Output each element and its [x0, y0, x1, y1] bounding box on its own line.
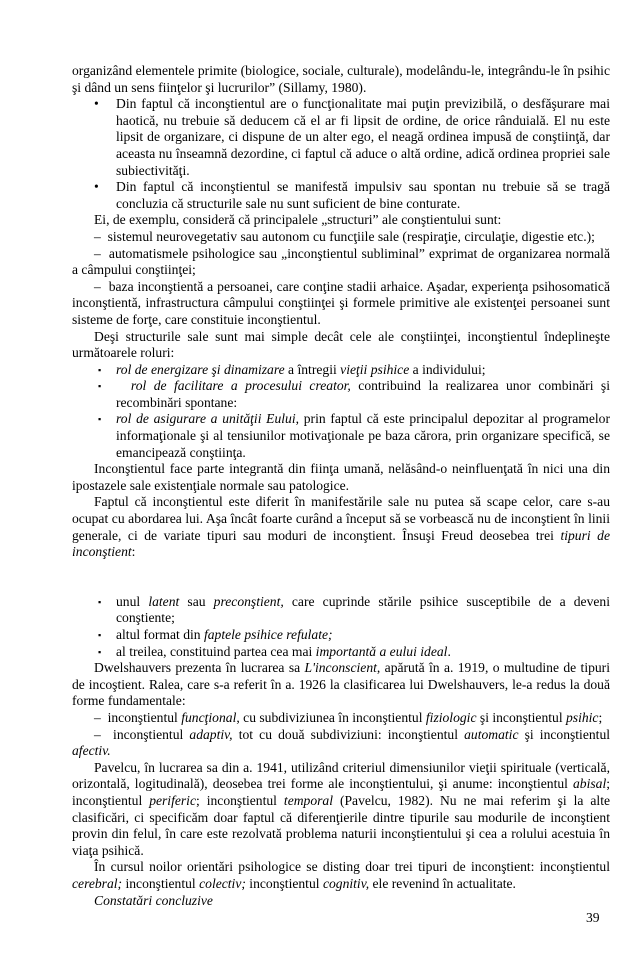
- spacer: [72, 561, 610, 594]
- text-span: Dwelshauvers prezenta în lucrarea sa: [94, 660, 305, 676]
- emphasis: adaptiv,: [189, 726, 233, 742]
- dash-item: [72, 229, 610, 246]
- text-span: tot cu două subdiviziuni: inconştientul: [232, 726, 465, 742]
- text-span: ; inconştientul: [72, 776, 610, 808]
- square-bullet-icon: ▪: [98, 596, 102, 607]
- text-span: inconştientul: [122, 875, 200, 891]
- square-bullet-icon: ▪: [98, 630, 102, 640]
- paragraph-freud: [72, 494, 610, 560]
- paragraph-integral: Inconştientul face parte integrantă din fiinţa umană, nelăsând-o neinfluenţată în nici una din ipostazele sale existenţiale normale sau patologice.: [72, 461, 610, 493]
- bullet-icon: •: [94, 96, 99, 112]
- emphasis: importantă a eului ideal: [315, 643, 448, 659]
- list-item: [72, 378, 610, 411]
- text-span: a individului;: [409, 361, 486, 377]
- paragraph-new-orientations: [72, 859, 610, 892]
- list-item-text: Din faptul că inconştientul are o funcţionalitate mai puţin previzibilă, o desfăşurare mai haotică, nu trebuie să deducem că el ar fi lipsit de ordine, de orice rânduială. El nu este lipsit de organizare, ci dispune de un alter ego, el neagă ordinea impusă de conştiinţă, dar aceasta nu înseamnă dezordine, ci faptul că aduce o altă ordine, adică ordinea propriei sale subiectivităţi.: [116, 96, 610, 178]
- text-span: inconştientul: [113, 726, 190, 742]
- list-item-text: Din faptul că inconştientul se manifestă impulsiv sau spontan nu trebuie să se tragă concluzia că structurile sale nu sunt suficient de bine conturate.: [116, 179, 610, 211]
- text-span: ; inconştientul: [196, 792, 284, 808]
- list-item: [72, 627, 610, 644]
- emphasis: psihic: [566, 709, 599, 725]
- roles-list: [72, 362, 610, 462]
- text-span: :: [131, 544, 136, 560]
- text-span: sau: [179, 593, 214, 609]
- emphasis: cerebral;: [72, 875, 123, 891]
- dash-item-text: baza inconştientă a persoanei, care conţine stadii arhaice. Aşadar, experienţa psihosomatică inconştientă, infrastructura câmpului conştiinţei şi formele primitive ale existenţei persoanei sunt sisteme de forţe, care constituie inconştientul.: [72, 278, 610, 327]
- page-body: [72, 63, 610, 909]
- text-span: ele revenind în actualitate.: [369, 875, 516, 891]
- bullet-icon: •: [94, 179, 99, 195]
- text-span: .: [447, 643, 451, 659]
- paragraph-roles: Deşi structurile sale sunt mai simple decât cele ale conştiinţei, inconştientul îndeplineşte următoarele roluri:: [72, 328, 610, 361]
- freud-types-list: [72, 594, 610, 660]
- dash-icon: –: [94, 245, 101, 261]
- role-title: rol de facilitare a procesului creator,: [130, 378, 351, 394]
- heading-text: Constatări concluzive: [94, 892, 213, 908]
- list-item: [72, 411, 610, 461]
- emphasis: cognitiv,: [322, 875, 370, 891]
- paragraph-dwelshauvers: [72, 660, 610, 710]
- emphasis: temporal: [283, 792, 334, 808]
- emphasis: funcţional: [181, 709, 237, 725]
- emphasis: preconştient,: [213, 593, 284, 609]
- list-item: [72, 179, 610, 212]
- emphasis: faptele psihice refulate;: [203, 627, 333, 642]
- dash-item-text: automatismele psihologice sau „inconştientul subliminal” exprimat de organizarea normală a câmpului conştiinţei;: [72, 245, 610, 278]
- book-title: L'inconscient: [304, 660, 377, 676]
- text-span: (Pavelcu, 1982). Nu ne mai referim şi la alte clasificări, ci specificăm doar faptul că diferenţierile dintre tipurile sau modurile de inconştient provin din felul, în care este rezolvată problema naturii inconştientului şi cea a rolului acestuia în viaţa psihică.: [72, 792, 610, 858]
- list-item: [72, 96, 610, 179]
- text-span: şi inconştientul: [518, 726, 611, 742]
- dash-item-text: sistemul neurovegetativ sau autonom cu funcţiile sale (respiraţie, circulaţie, digestie etc.);: [107, 228, 595, 244]
- dash-icon: –: [94, 278, 101, 294]
- dash-item: [72, 279, 610, 329]
- text-span: al treilea, constituind partea cea mai: [116, 643, 316, 659]
- text-span: Faptul că inconştientul este diferit în manifestările sale nu putea să scape celor, care s-au ocupat cu abordarea lui. Aşa încât foarte curând a început să se vorbească nu de inconştient în linii generale, ci de variate tipuri sau moduri de inconştient. Însuşi Freud deosebea trei: [72, 494, 610, 543]
- dash-item: [72, 710, 610, 727]
- role-title: rol de energizare şi dinamizare: [116, 361, 285, 377]
- dash-icon: –: [94, 228, 101, 244]
- section-heading: [72, 893, 610, 910]
- bullet-list-order: [72, 96, 610, 212]
- emphasis: colectiv;: [199, 875, 246, 891]
- emphasis: latent: [148, 593, 180, 609]
- emphasis: periferic: [149, 792, 196, 808]
- square-bullet-icon: ▪: [98, 646, 102, 657]
- text-span: În cursul noilor orientări psihologice se disting doar trei tipuri de inconştient: inconştientul: [94, 859, 610, 875]
- text-span: Pavelcu, în lucrarea sa din a. 1941, utilizând criteriul dimensiunilor vieţii spirituale (verticală, orizontală, logitudinală), deosebea trei forme ale inconştientului, şi anume: inconştientul: [72, 759, 610, 792]
- emphasis: vieţii psihice: [340, 361, 410, 377]
- page-number: 39: [586, 910, 600, 925]
- square-bullet-icon: ▪: [98, 414, 102, 425]
- text-span: altul format din: [116, 627, 204, 642]
- emphasis: abisal: [572, 776, 607, 792]
- emphasis: tipuri de inconştient: [72, 527, 610, 560]
- text-span: , apărută în a. 1919, o multudine de tipuri de incoştient. Ralea, care s-a referit în a. 1926 la clasificarea lui Dwelshauvers, le-a redus la două forme fundamentale:: [72, 660, 610, 709]
- text-span: a întregii: [284, 361, 341, 377]
- text-span: contribuind la realizarea unor combinări şi recombinări spontane:: [116, 378, 610, 410]
- text-span: care cuprinde stările psihice susceptibile de a deveni conştiente;: [116, 593, 610, 626]
- paragraph-pavelcu: [72, 760, 610, 860]
- emphasis: fiziologic: [425, 709, 477, 725]
- text-span: unul: [116, 593, 149, 609]
- list-item: [72, 594, 610, 627]
- text-span: , cu subdiviziunea în inconştientul: [236, 709, 426, 725]
- emphasis: afectiv.: [72, 743, 111, 759]
- dash-icon: –: [94, 726, 101, 742]
- paragraph-intro: organizând elementele primite (biologice, sociale, culturale), modelându-le, integrându-le în psihic şi dând un sens fiinţelor şi lucrurilor” (Sillamy, 1980).: [72, 63, 610, 95]
- text-span: inconştientul: [107, 709, 182, 725]
- list-item: [72, 644, 610, 661]
- dash-item: [72, 246, 610, 279]
- emphasis: automatic: [464, 726, 519, 742]
- dash-item: [72, 727, 610, 760]
- text-span: , prin faptul că este principalul depozitar al programelor informaţionale şi al tensiunilor motivaţionale pe baza cărora, prin organizare specifică, se emancipează conştiinţa.: [116, 411, 610, 460]
- text-span: inconştientul: [245, 875, 323, 891]
- text-span: şi inconştientul: [476, 709, 566, 725]
- square-bullet-icon: ▪: [98, 381, 102, 392]
- square-bullet-icon: ▪: [98, 364, 102, 375]
- text-span: ;: [598, 709, 603, 725]
- dash-icon: –: [94, 709, 101, 725]
- role-title: rol de asigurare a unităţii Eului: [116, 411, 296, 427]
- list-item: [72, 362, 610, 379]
- paragraph-structures: Ei, de exemplu, consideră că principalele „structuri” ale conştientului sunt:: [94, 212, 502, 228]
